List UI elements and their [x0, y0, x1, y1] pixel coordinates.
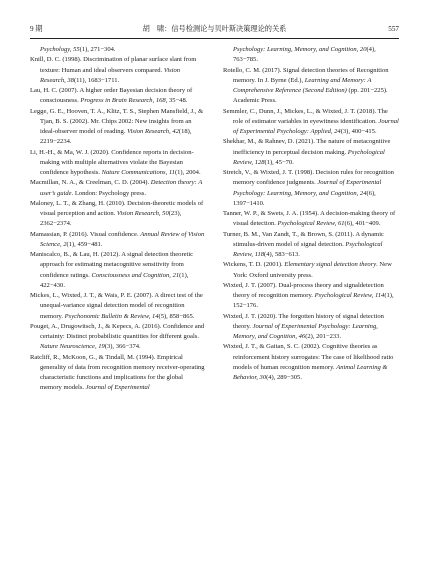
reference-entry [223, 45, 399, 66]
reference-entry [30, 199, 206, 230]
header-rule [30, 38, 399, 39]
reference-source: Psychology: Learning, Memory, and Cognition, 20 [233, 46, 367, 53]
reference-list [30, 45, 399, 394]
reference-text: (5), 858−865. [158, 312, 195, 320]
reference-text: (4), 763−785. [233, 46, 376, 64]
reference-text: Wickens, T. D. (2001). [223, 261, 285, 269]
reference-text: Tanner, W. P., & Swets, J. A. (1954). A decision-making theory of visual detection. [223, 210, 396, 228]
reference-text: (6), 1397−1410. [233, 189, 376, 207]
reference-text: Ratcliff, R., McKoon, G., & Tindall, M. (1994). Empirical generality of data from recognition memory receiver-operating characteristic functions and implications for the global memory models. [30, 353, 205, 392]
reference-source: Vision Research, 38 [40, 66, 181, 84]
reference-text: Knill, D. C. (1998). Discrimination of planar surface slant from texture: Human and ideal observers compared. [30, 56, 197, 74]
reference-entry [223, 260, 399, 281]
reference-source: Vision Research, 42 [127, 128, 179, 135]
reference-text: Mickes, L., Wixted, J. T., & Wais, P. E. (2007). A direct test of the unequal-variance signal detection model of recognition memory. [30, 292, 203, 320]
reference-text: (3), 400−415. [340, 128, 377, 135]
reference-entry [223, 107, 399, 138]
left-column [30, 45, 206, 394]
reference-source: Nature Communications, 11 [101, 169, 175, 176]
reference-text: Wixted, J. T. (2007). Dual-process theory and signaldetection theory of recognition memory. [223, 281, 384, 299]
reference-text: Lau, H. C. (2007). A higher order Bayesian decision theory of consciousness. [30, 87, 193, 105]
reference-entry [30, 353, 206, 394]
reference-source: Progress in Brain Research, 168 [80, 97, 166, 105]
reference-text: (3), 366−374. [104, 343, 141, 351]
reference-text: (2), 201−233. [305, 333, 342, 340]
reference-text: Semmler, C., Dunn, J., Mickes, L., & Wixted, J. T. (2018). The role of estimator variables in eyewitness identification. [223, 107, 388, 125]
reference-text: Macmillan, N. A., & Creelman, C. D. (2004). [30, 179, 151, 187]
reference-source: Nature Neuroscience, 19 [40, 343, 105, 351]
reference-entry [30, 45, 206, 55]
reference-entry [223, 137, 399, 168]
reference-entry [30, 178, 206, 199]
reference-text: (23), 2362−2374. [40, 210, 182, 228]
reference-source: Learning and Memory: A Comprehensive Reference (Second Edition) [233, 76, 372, 94]
reference-source: Animal Learning & Behavior, 30 [233, 363, 388, 381]
reference-entry [30, 322, 206, 353]
reference-text: Stretch, V., & Wixted, J. T. (1998). Decision rules for recognition memory confidence judgments. [223, 169, 394, 187]
reference-entry [30, 148, 206, 179]
reference-source: Journal of Experimental [85, 384, 150, 392]
reference-source: Elementary signal detection theory [284, 261, 377, 269]
reference-source: Journal of Experimental Psychology: Learning, Memory, and Cognition, 46 [233, 322, 378, 340]
reference-text: Wixted, J. T., & Gaitan, S. C. (2002). Cognitive theories as reinforcement history surrogates: The case of likelihood ratio models of human recognition memory. [223, 343, 394, 371]
issue-number: 9 期 [30, 25, 43, 33]
reference-source: Psychological Review, 128 [233, 148, 385, 166]
reference-entry [30, 250, 206, 291]
reference-source: Journal of Experimental Psychology: Learning, Memory, and Cognition, 24 [233, 179, 382, 197]
reference-source: Annual Review of Vision Science, 2 [40, 230, 205, 248]
reference-source: Psychological Review, 114 [314, 292, 385, 299]
reference-text: Turner, B. M., Van Zandt, T., & Brown, S. (2011). A dynamic stimulus-driven model of signal detection. [223, 230, 384, 248]
reference-entry [223, 168, 399, 209]
page-number: 557 [388, 25, 399, 33]
reference-text: Mamassian, P. (2016). Visual confidence. [30, 230, 141, 238]
reference-text: Shekhar, M., & Rahnev, D. (2021). The nature of metacognitive inefficiency in perceptual decision making. [223, 138, 391, 156]
reference-entry [223, 342, 399, 383]
reference-source: Psychological Review, 61 [277, 220, 345, 228]
reference-entry [30, 230, 206, 251]
reference-source: Detection theory: A user’s guide [40, 179, 203, 197]
reference-text: (4), 289−305. [266, 374, 302, 381]
reference-text: . London: Psychology press. [71, 189, 146, 197]
reference-text: (1), 152−176. [233, 292, 394, 310]
reference-text: Pouget, A., Drugowitsch, J., & Kepecs, A. (2016). Confidence and certainty: Distinct probabilistic quantities for different goals. [30, 322, 205, 340]
reference-source: Psychology, 55 [40, 46, 80, 53]
reference-source: Vision Research, 50 [116, 210, 169, 217]
running-title: 胡 啸：信号检测论与贝叶斯决策理论的关系 [142, 25, 287, 33]
reference-text: (11), 1683−1711. [73, 76, 120, 84]
reference-source: Consciousness and Cognition, 21 [91, 271, 180, 279]
reference-entry [223, 281, 399, 312]
reference-text: (1), 271−304. [79, 46, 116, 53]
reference-source: Psychological Review, 118 [233, 240, 383, 258]
reference-text: Maniscalco, B., & Lau, H. (2012). A signal detection theoretic approach for estimating metacognitive sensitivity from confidence ratings. [30, 251, 194, 279]
reference-entry [223, 230, 399, 261]
reference-entry [223, 312, 399, 343]
reference-text: Rotello, C. M. (2017). Signal detection theories of Recognition memory. In J. Byrne (Ed.), [223, 66, 389, 84]
reference-text: Maloney, L. T., & Zhang, H. (2010). Decision-theoretic models of visual perception and action. [30, 199, 204, 217]
reference-text: (1), 45−70. [264, 158, 294, 166]
reference-entry [30, 107, 206, 148]
reference-entry [223, 66, 399, 107]
reference-entry [30, 86, 206, 107]
reference-text: Wixted, J. T. (2020). The forgotten history of signal detection theory. [223, 312, 384, 330]
reference-entry [223, 209, 399, 230]
reference-source: Psychonomic Bulletin & Review, 14 [64, 312, 159, 320]
right-column [223, 45, 399, 394]
reference-entry [30, 55, 206, 86]
reference-text: (1), 2004. [174, 169, 201, 176]
reference-text: Legge, G. E., Hooven, T. A., Klitz, T. S., Stephen Mansfield, J., & Tjan, B. S. (2002). Mr. Chips 2002: New insights from an ideal-observer model of reading. [30, 107, 204, 135]
reference-text: (pp. 201−225). Academic Press. [233, 87, 388, 105]
reference-text: . New York: Oxford university press. [233, 261, 392, 279]
reference-text: (18), 2219−2234. [40, 128, 192, 146]
reference-text: (6), 401−409. [344, 220, 381, 228]
reference-text: (1), 459−481. [66, 240, 103, 248]
running-header [30, 22, 399, 36]
reference-text: , 35−48. [165, 97, 188, 105]
reference-entry [30, 291, 206, 322]
reference-text: (4), 583−613. [264, 251, 300, 258]
reference-text: Li, H.-H., & Ma, W. J. (2020). Confidence reports in decision-making with multiple alternatives violate the Bayesian confidence hypothesis. [30, 148, 194, 176]
reference-text: (1), 422−430. [40, 271, 189, 289]
reference-source: Journal of Experimental Psychology: Applied, 24 [233, 117, 399, 135]
